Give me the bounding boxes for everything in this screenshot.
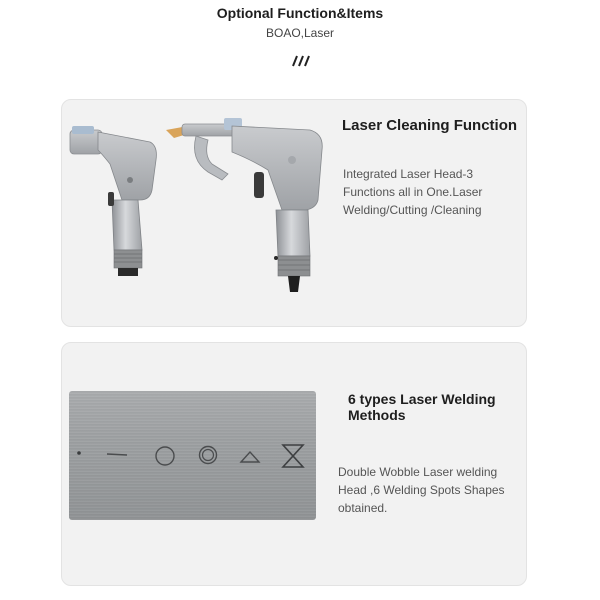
page-subtitle: BOAO,Laser xyxy=(265,26,335,40)
laser-welding-guns-image xyxy=(62,100,332,300)
card-description: Double Wobble Laser welding Head ,6 Welding Spots Shapes obtained. xyxy=(338,465,505,515)
triangle-icon xyxy=(241,452,259,462)
left-welding-gun xyxy=(70,126,156,276)
double-circle-icon xyxy=(200,447,217,464)
card-description: Integrated Laser Head-3 Functions all in One.Laser Welding/Cutting /Cleaning xyxy=(343,167,483,217)
triple-slash-icon xyxy=(287,55,313,67)
laser-cleaning-card xyxy=(61,99,527,327)
page-title: Optional Function&Items xyxy=(216,5,384,21)
laser-welding-methods-card xyxy=(61,342,527,586)
dot-icon xyxy=(77,451,81,455)
card-heading: Laser Cleaning Function xyxy=(342,117,518,134)
right-welding-gun xyxy=(166,118,322,292)
hourglass-icon xyxy=(283,445,303,467)
circle-icon xyxy=(156,447,174,465)
line-icon xyxy=(107,454,127,455)
welding-patterns-plate-image xyxy=(69,391,316,520)
card-heading: 6 types Laser Welding Methods xyxy=(348,391,496,423)
